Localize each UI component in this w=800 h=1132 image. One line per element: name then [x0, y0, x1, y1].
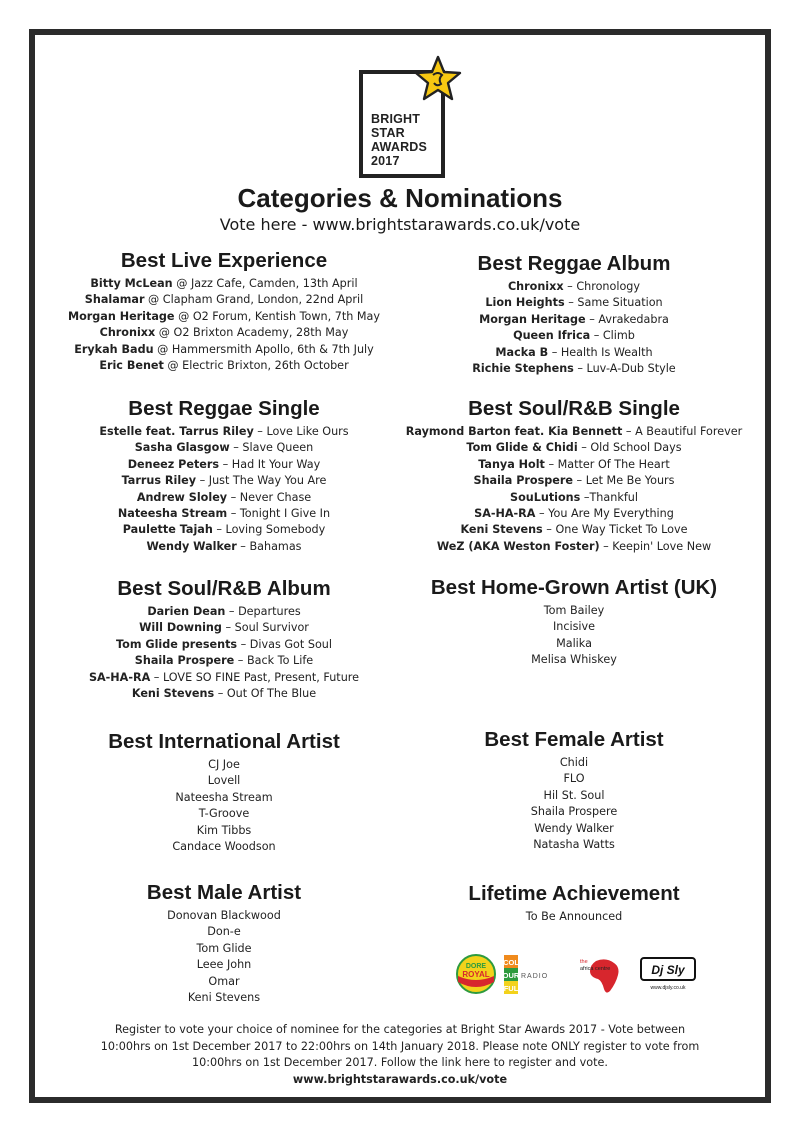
category-title: Best Male Artist: [146, 881, 302, 904]
nominee: Andrew Sloley – Never Chase: [136, 490, 312, 504]
nominee: CJ Joe: [208, 758, 240, 771]
nominee: Tom Glide presents – Divas Got Soul: [116, 637, 332, 651]
nominee: Raymond Barton feat. Kia Bennett – A Beautiful Forever: [405, 425, 743, 438]
nominee: SA-HA-RA – LOVE SO FINE Past, Present, Future: [88, 670, 360, 684]
nominee: Shaila Prospere: [530, 805, 618, 819]
nominee: Chronixx – Chronology: [507, 280, 641, 293]
category-best-live-experience: [46, 248, 402, 374]
category-title: Best Soul/R&B Single: [468, 397, 680, 420]
nominee: Estelle feat. Tarrus Riley – Love Like Ours: [99, 425, 349, 438]
africa-centre-text: africa centre: [580, 966, 611, 972]
logo-line-3: AWARDS: [371, 140, 428, 154]
nominee: Melisa Whiskey: [531, 653, 617, 667]
nominee: Wendy Walker: [534, 821, 614, 835]
category-title: Best Female Artist: [484, 728, 664, 751]
category-best-home-grown-artist: [398, 575, 750, 669]
nominee: Macka B – Health Is Wealth: [495, 345, 653, 359]
category-title: Best Reggae Album: [477, 252, 671, 275]
nominee: T-Groove: [198, 807, 250, 821]
nominee: SouLutions –Thankful: [510, 490, 638, 504]
category-best-reggae-single: [46, 396, 402, 555]
nominee: Shaila Prospere – Back To Life: [134, 654, 314, 668]
dj-sly-logo: [640, 957, 696, 993]
nominee: Don-e: [207, 925, 241, 939]
nominee: SA-HA-RA – You Are My Everything: [474, 507, 674, 521]
nominee: Will Downing – Soul Survivor: [139, 621, 309, 635]
footer-notice: [90, 1022, 710, 1088]
colourful-radio-logo: [504, 955, 570, 995]
africa-centre-logo: [576, 953, 634, 997]
category-title: Best International Artist: [108, 730, 340, 753]
nominee: Shalamar @ Clapham Grand, London, 22nd April: [84, 293, 364, 307]
dore-text: DORE: [465, 963, 487, 970]
category-best-soul-rnb-album: [46, 576, 402, 702]
nominee: Richie Stephens – Luv-A-Dub Style: [472, 362, 676, 376]
nominee: Sasha Glasgow – Slave Queen: [134, 441, 314, 455]
nominee: Shaila Prospere – Let Me Be Yours: [473, 474, 675, 488]
nominee: Leee John: [196, 958, 252, 972]
sponsor-logos: [456, 953, 700, 997]
nominee: Deneez Peters – Had It Your Way: [127, 457, 321, 471]
nominee: Donovan Blackwood: [167, 909, 281, 922]
radio-text: RADIO: [521, 973, 549, 980]
category-title: Best Live Experience: [120, 249, 328, 272]
nominee: Nateesha Stream: [175, 790, 273, 804]
nominee: WeZ (AKA Weston Foster) – Keepin' Love New: [436, 539, 712, 553]
category-title: Lifetime Achievement: [468, 882, 680, 905]
footer-text: Register to vote your choice of nominee for the categories at Bright Star Awards 2017 - Vote between 10:00hrs on 1st December 2017 to 22:00hrs on 14th January 2018. Please note ONLY register to vote from 10:00hrs on 1st December 2017. Follow the link here to register and vote.: [100, 1023, 700, 1070]
category-title: Best Soul/R&B Album: [117, 577, 331, 600]
nominee: Incisive: [552, 620, 596, 634]
nominee: Erykah Badu @ Hammersmith Apollo, 6th & 7th July: [74, 342, 374, 356]
nominee: Queen Ifrica – Climb: [513, 329, 635, 343]
dore-royal-logo: [456, 954, 496, 994]
nominee: Eric Benet @ Electric Brixton, 26th October: [99, 359, 349, 373]
category-title: Best Home-Grown Artist (UK): [430, 576, 718, 599]
page-title: Categories & Nominations: [237, 183, 563, 213]
nominee: Omar: [208, 974, 240, 988]
nominee: Nateesha Stream – Tonight I Give In: [117, 507, 331, 521]
nominee: Keni Stevens – Out Of The Blue: [131, 687, 317, 701]
nominee: Candace Woodson: [172, 840, 276, 854]
royal-text: ROYAL: [462, 970, 490, 979]
nominee: To Be Announced: [525, 910, 623, 923]
logo-line-4: 2017: [371, 154, 400, 168]
category-lifetime-achievement: [398, 881, 750, 925]
nominee: Tom Glide: [196, 941, 252, 955]
nominee: Morgan Heritage @ O2 Forum, Kentish Town, 7th May: [67, 309, 381, 323]
nominee: Tom Glide & Chidi – Old School Days: [466, 441, 682, 455]
nominee: Tom Bailey: [543, 604, 605, 617]
category-best-female-artist: [398, 727, 750, 853]
nominee: Tarrus Riley – Just The Way You Are: [121, 474, 327, 488]
nominee: Keni Stevens: [187, 991, 261, 1005]
nominee: Lovell: [207, 774, 241, 788]
logo-line-1: BRIGHT: [371, 112, 421, 126]
colourful-ful: FUL: [504, 984, 519, 993]
colourful-col: COL: [504, 958, 519, 967]
colourful-our: OUR: [504, 971, 520, 980]
nominee: Natasha Watts: [533, 838, 615, 852]
category-title: Best Reggae Single: [128, 397, 320, 420]
category-best-soul-rnb-single: [398, 396, 750, 555]
nominee: Kim Tibbs: [196, 823, 252, 837]
category-best-male-artist: [46, 880, 402, 1006]
nominee: Tanya Holt – Matter Of The Heart: [478, 457, 670, 471]
dj-sly-text: Dj Sly: [651, 963, 685, 977]
dj-sly-url: www.djsly.co.uk: [650, 985, 686, 991]
category-best-international-artist: [46, 729, 402, 855]
vote-url-subtitle: Vote here - www.brightstarawards.co.uk/vote: [219, 215, 581, 234]
nominee: Lion Heights – Same Situation: [485, 296, 663, 310]
nominee: FLO: [563, 772, 585, 786]
category-best-reggae-album: [398, 251, 750, 377]
nominee: Malika: [556, 636, 592, 650]
nominee: Bitty McLean @ Jazz Cafe, Camden, 13th April: [90, 277, 358, 290]
nominee: Morgan Heritage – Avrakedabra: [479, 312, 669, 326]
nominee: Chronixx @ O2 Brixton Academy, 28th May: [99, 326, 349, 340]
nominee: Darien Dean – Departures: [147, 605, 301, 618]
nominee: Wendy Walker – Bahamas: [146, 539, 302, 553]
footer-vote-link[interactable]: www.brightstarawards.co.uk/vote: [292, 1072, 508, 1086]
nominee: Hil St. Soul: [543, 788, 605, 802]
logo-line-2: STAR: [371, 126, 405, 140]
africa-the: the: [580, 959, 588, 965]
nominee: Paulette Tajah – Loving Somebody: [122, 523, 326, 537]
star-icon: [414, 55, 462, 103]
nominee: Chidi: [559, 756, 589, 769]
nominee: Keni Stevens – One Way Ticket To Love: [460, 523, 688, 537]
